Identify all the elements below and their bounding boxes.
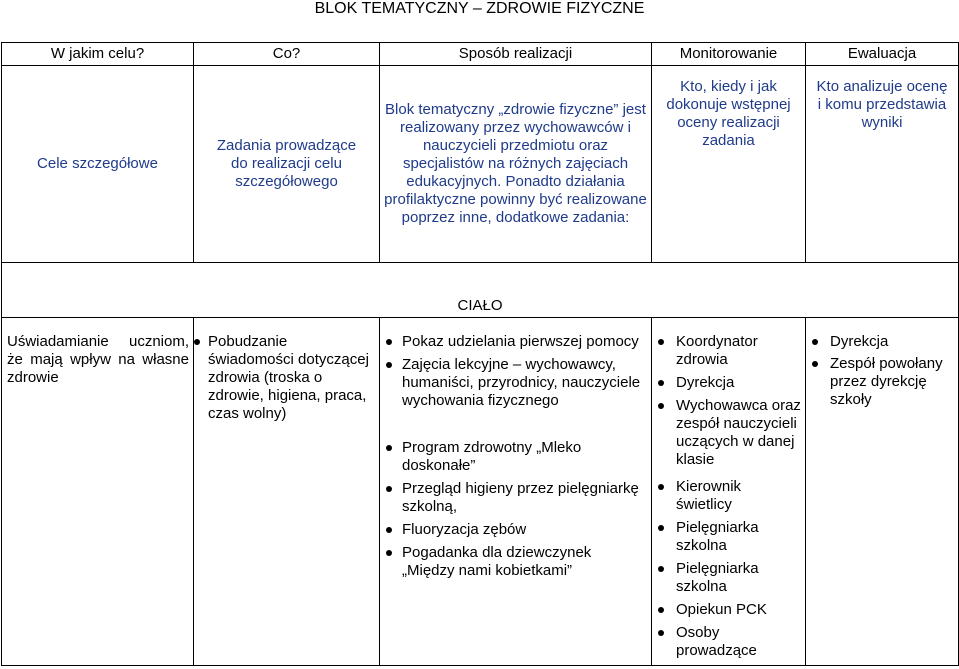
monitor-item: Wychowawca oraz zespół nauczycieli uczących w danej klasie	[652, 397, 801, 469]
monitor-item: Kierownik świetlicy	[652, 478, 801, 514]
monitor-item: Koordynator zdrowia	[652, 333, 801, 369]
subheader-monitor: Kto, kiedy i jak dokonuje wstępnej oceny realizacji zadania	[652, 66, 806, 263]
header-sposob: Sposób realizacji	[380, 43, 652, 66]
subheader-cele: Cele szczegółowe	[2, 66, 194, 263]
subheader-zadania: Zadania prowadzące do realizacji celu szczegółowego	[194, 66, 380, 263]
header-row	[2, 43, 959, 66]
ewaluacja-item: Dyrekcja	[806, 333, 956, 351]
sposob-item: Przegląd higieny przez pielęgniarkę szkolną,	[380, 480, 647, 516]
document-title: BLOK TEMATYCZNY – ZDROWIE FIZYCZNE	[314, 0, 645, 17]
sposob-cell	[380, 318, 652, 666]
subheader-row	[2, 66, 959, 263]
sposob-item: Fluoryzacja zębów	[380, 521, 647, 539]
subheader-sposob: Blok tematyczny „zdrowie fizyczne” jest realizowany przez wychowawców i nauczycieli przedmiotu oraz specjalistów na różnych zajęciach edukacyjnych. Ponadto działania profilaktyczne powinny być realizowane poprzez inne, dodatkowe zadania:	[380, 66, 652, 263]
monitor-item: Osoby prowadzące	[652, 624, 801, 660]
section-row	[2, 263, 959, 318]
section-title: CIAŁO	[2, 263, 959, 318]
zadanie-item: Pobudzanie świadomości dotyczącej zdrowia (troska o zdrowie, higiena, praca, czas wolny)	[194, 333, 375, 423]
content-row	[2, 318, 959, 666]
header-ewaluacja: Ewaluacja	[806, 43, 959, 66]
monitor-item: Dyrekcja	[652, 374, 801, 392]
sposob-item: Pokaz udzielania pierwszej pomocy	[380, 333, 647, 351]
monitor-cell	[652, 318, 806, 666]
header-cel: W jakim celu?	[2, 43, 194, 66]
monitor-item: Pielęgniarka szkolna	[652, 560, 801, 596]
sposob-item: Pogadanka dla dziewczynek „Między nami kobietkami”	[380, 544, 647, 580]
cel-cell: Uświadamianie uczniom, że mają wpływ na własne zdrowie	[2, 318, 194, 666]
header-monitorowanie: Monitorowanie	[652, 43, 806, 66]
subheader-ewaluacja: Kto analizuje ocenę i komu przedstawia wyniki	[806, 66, 959, 263]
header-co: Co?	[194, 43, 380, 66]
monitor-item: Opiekun PCK	[652, 601, 801, 619]
monitor-item: Pielęgniarka szkolna	[652, 519, 801, 555]
plan-table	[1, 42, 959, 666]
ewaluacja-item: Zespół powołany przez dyrekcję szkoły	[806, 355, 956, 409]
zadania-cell	[194, 318, 380, 666]
sposob-item: Zajęcia lekcyjne – wychowawcy, humaniści, przyrodnicy, nauczyciele wychowania fizycznego	[380, 356, 647, 410]
sposob-item: Program zdrowotny „Mleko doskonałe”	[380, 439, 647, 475]
ewaluacja-cell	[806, 318, 959, 666]
